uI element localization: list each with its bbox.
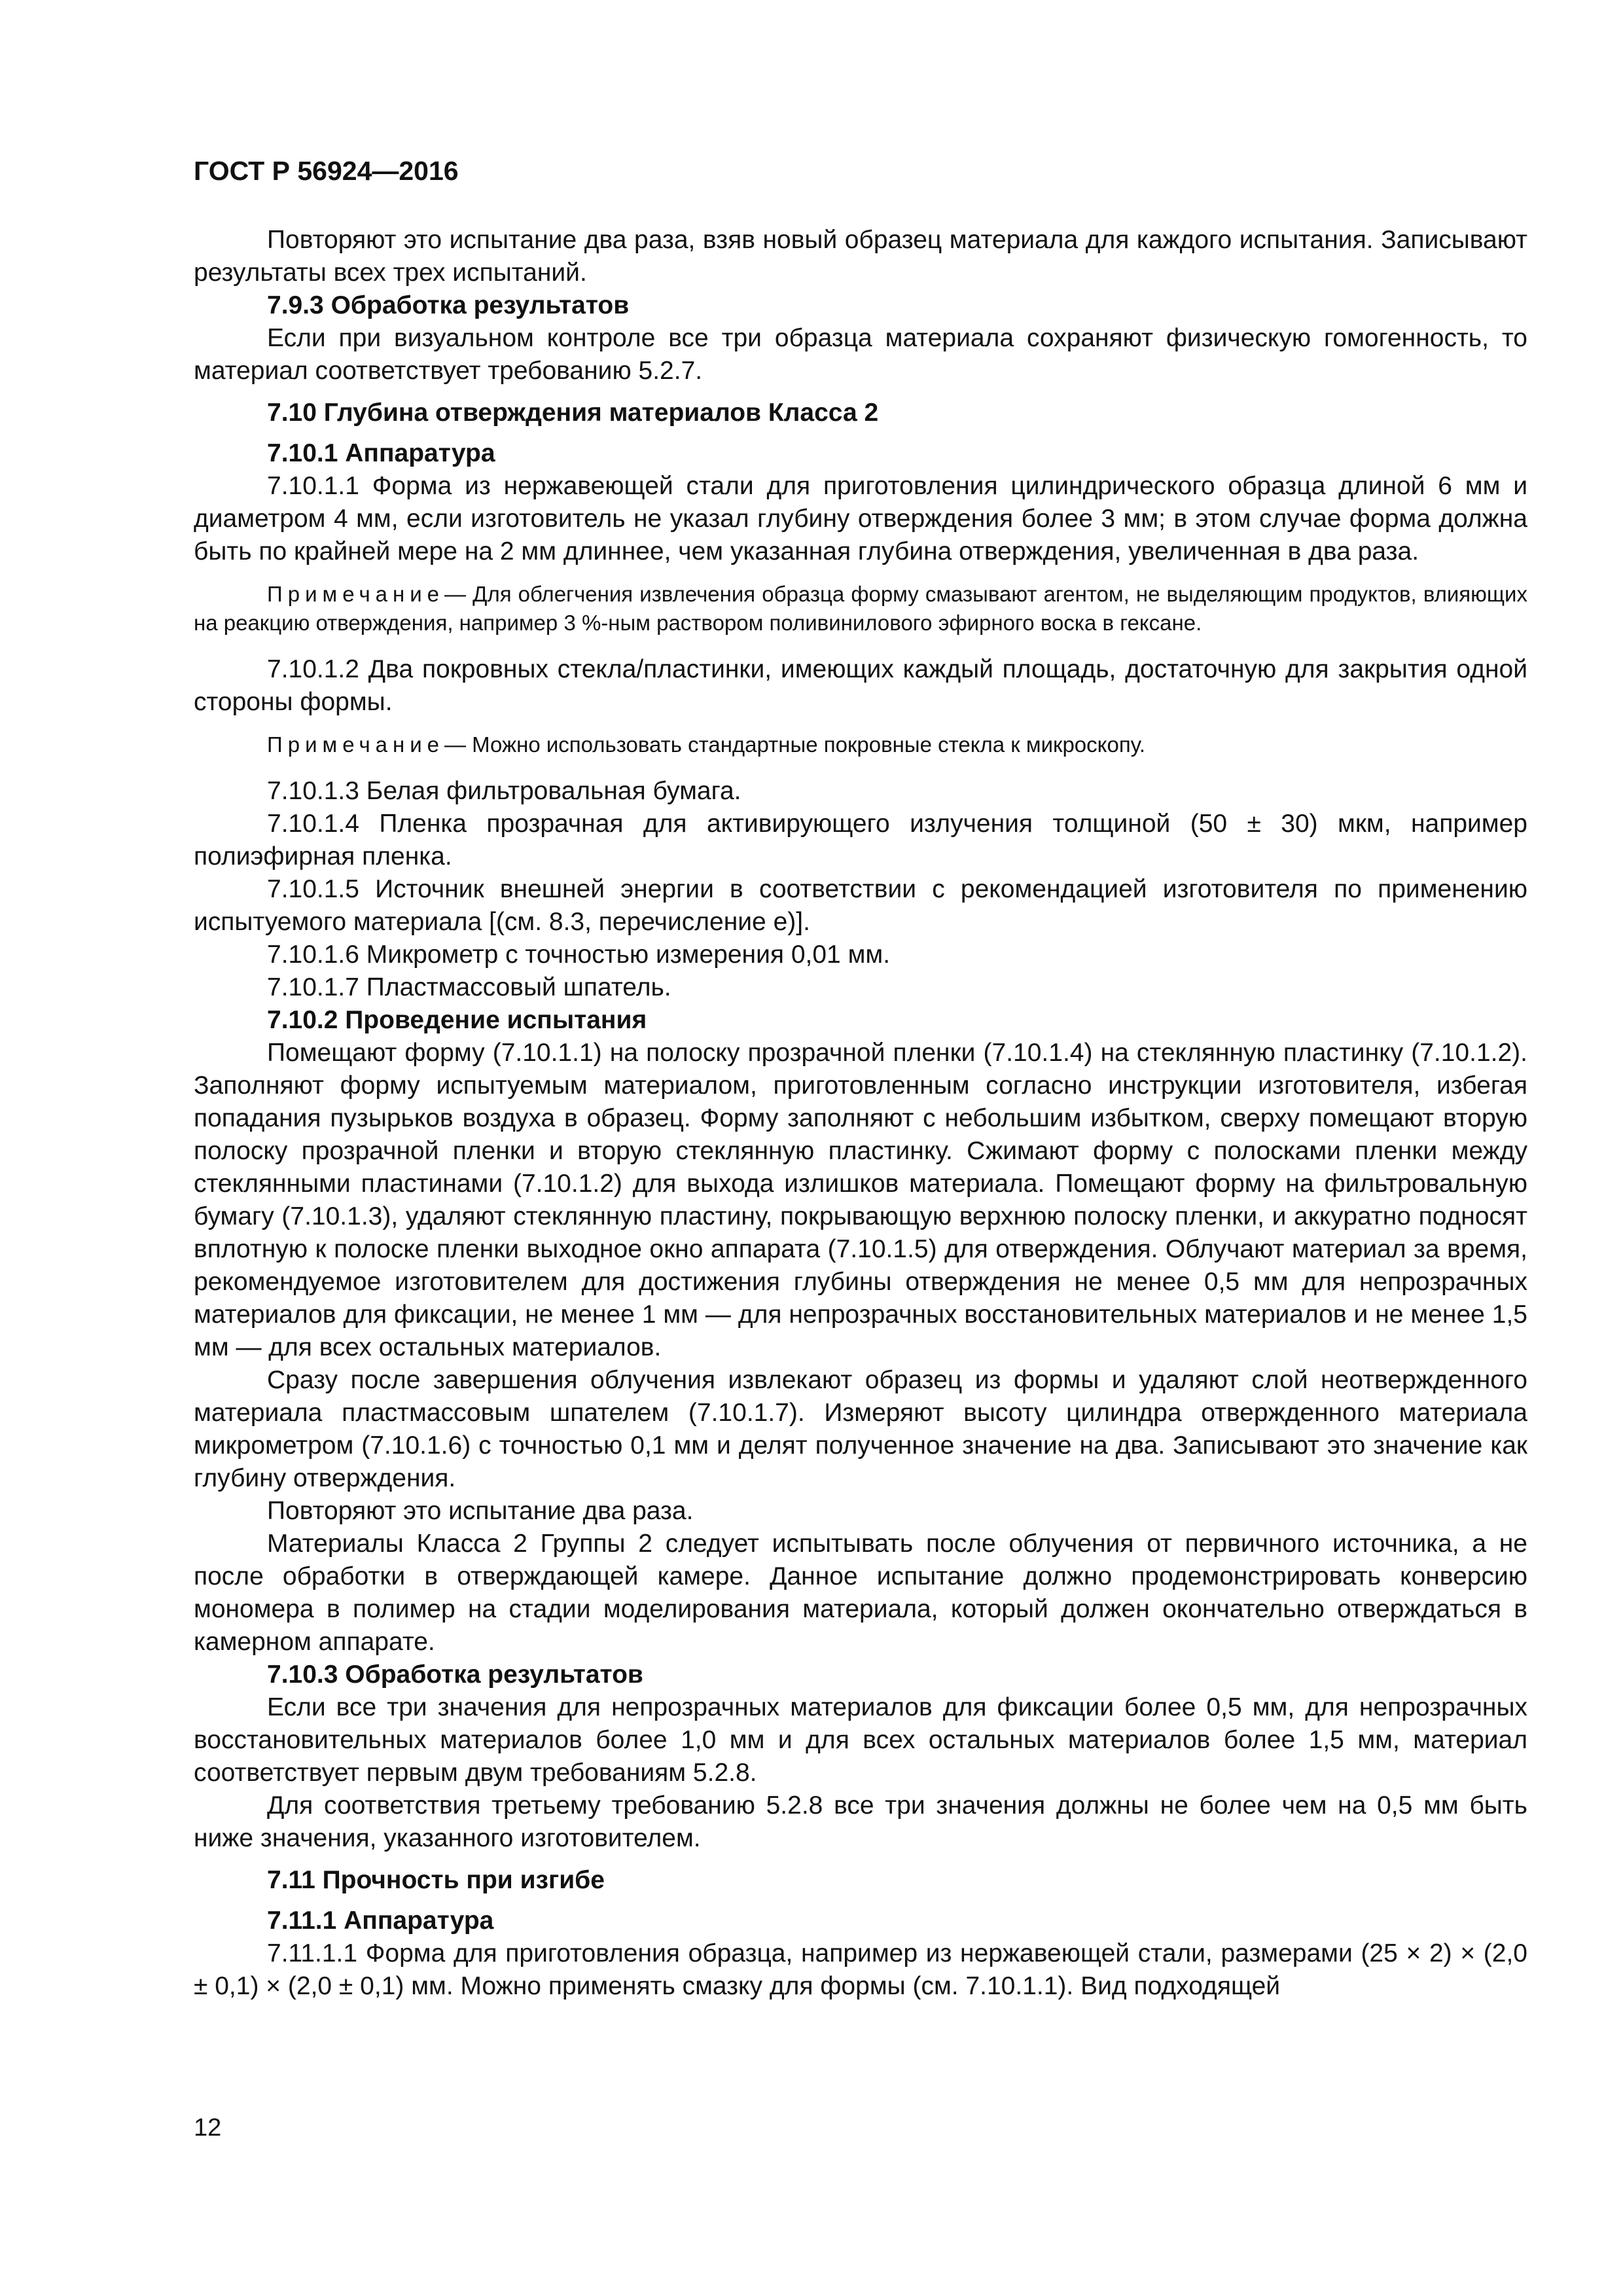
note-label: Примечание — [267, 582, 445, 606]
paragraph: 7.11.1.1 Форма для приготовления образца, например из нержавеющей стали, размерами (25 × 2) × (2,0 ± 0,1) × (2,0 ± 0,1) мм. Можно применять смазку для формы (см. 7.10.1.1). Вид подходящей — [194, 1939, 1527, 2000]
paragraph: 7.10.1.6 Микрометр с точностью измерения 0,01 мм. — [267, 941, 891, 969]
subsection-heading: 7.10.2 Проведение испытания — [267, 1006, 647, 1034]
paragraph: Если при визуальном контроле все три образца материала сохраняют физическую гомогенность, то материал соответствует требованию 5.2.7. — [194, 324, 1527, 385]
paragraph: 7.10.1.2 Два покровных стекла/пластинки, имеющих каждый площадь, достаточную для закрытия одной стороны формы. — [194, 655, 1527, 716]
subsection-heading: 7.10.3 Обработка результатов — [267, 1660, 643, 1689]
page-number: 12 — [194, 2114, 222, 2142]
paragraph: 7.10.1.1 Форма из нержавеющей стали для приготовления цилиндрического образца длиной 6 мм и диаметром 4 мм, если изготовитель не указал глубину отверждения более 3 мм; в этом случае форма должна быть по крайней мере на 2 мм длиннее, чем указанная глубина отверждения, увеличенная в два раза. — [194, 472, 1527, 565]
paragraph: Сразу после завершения облучения извлекают образец из формы и удаляют слой неотвержденного материала пластмассовым шпателем (7.10.1.7). Измеряют высоту цилиндра отвержденного материала микрометром (7.10.1.6) с точностью 0,1 мм и делят полученное значение на два. Записывают это значение как глубину отверждения. — [194, 1366, 1527, 1492]
note-label: Примечание — [267, 732, 445, 757]
note — [194, 580, 1527, 637]
subsection-heading: 7.9.3 Обработка результатов — [267, 291, 630, 319]
subsection-heading: 7.10.1 Аппаратура — [267, 439, 495, 467]
paragraph: 7.10.1.4 Пленка прозрачная для активирующего излучения толщиной (50 ± 30) мкм, например полиэфирная пленка. — [194, 810, 1527, 870]
note-text: — Можно использовать стандартные покровные стекла к микроскопу. — [444, 732, 1146, 757]
paragraph: Для соответствия третьему требованию 5.2.8 все три значения должны не более чем на 0,5 мм быть ниже значения, указанного изготовителем. — [194, 1791, 1527, 1852]
paragraph: 7.10.1.5 Источник внешней энергии в соответствии с рекомендацией изготовителя по применению испытуемого материала [(см. 8.3, перечисление е)]. — [194, 875, 1527, 936]
paragraph: Помещают форму (7.10.1.1) на полоску прозрачной пленки (7.10.1.4) на стеклянную пластинку (7.10.1.2). Заполняют форму испытуемым материалом, приготовленным согласно инструкции изготовителя, избегая попадания пузырьков воздуха в образец. Форму заполняют с небольшим избытком, сверху помещают вторую полоску прозрачной пленки и вторую стеклянную пластинку. Сжимают форму с полосками пленки между стеклянными пластинами (7.10.1.2) для выхода излишков материала. Помещают форму на фильтровальную бумагу (7.10.1.3), удаляют стеклянную пластину, покрывающую верхнюю полоску пленки, и аккуратно подносят вплотную к полоске пленки выходное окно аппарата (7.10.1.5) для отверждения. Облучают материал за время, рекомендуемое изготовителем для достижения глубины отверждения не менее 0,5 мм для непрозрачных материалов для фиксации, не менее 1 мм — для непрозрачных восстановительных материалов и не менее 1,5 мм — для всех остальных материалов. — [194, 1039, 1527, 1361]
section-heading: 7.10 Глубина отверждения материалов Класса 2 — [267, 399, 879, 427]
paragraph: 7.10.1.7 Пластмассовый шпатель. — [267, 973, 671, 1001]
paragraph: Повторяют это испытание два раза. — [267, 1497, 694, 1525]
subsection-heading: 7.11.1 Аппаратура — [267, 1907, 494, 1935]
note-text: — Для облегчения извлечения образца форму смазывают агентом, не выделяющим продуктов, влияющих на реакцию отверждения, например 3 %-ным раствором поливинилового эфирного воска в гексане. — [194, 582, 1527, 635]
paragraph: Если все три значения для непрозрачных материалов для фиксации более 0,5 мм, для непрозрачных восстановительных материалов более 1,0 мм и для всех остальных материалов более 1,5 мм, материал соответствует первым двум требованиям 5.2.8. — [194, 1693, 1527, 1787]
document-body — [194, 224, 1527, 2003]
standard-designation: ГОСТ Р 56924—2016 — [194, 156, 459, 186]
paragraph: Материалы Класса 2 Группы 2 следует испытывать после облучения от первичного источника, а не после обработки в отверждающей камере. Данное испытание должно продемонстрировать конверсию мономера в полимер на стадии моделирования материала, который должен окончательно отверждаться в камерном аппарате. — [194, 1530, 1527, 1656]
paragraph: Повторяют это испытание два раза, взяв новый образец материала для каждого испытания. Записывают результаты всех трех испытаний. — [194, 226, 1527, 287]
paragraph: 7.10.1.3 Белая фильтровальная бумага. — [267, 777, 741, 805]
section-heading: 7.11 Прочность при изгибе — [267, 1866, 605, 1894]
note — [194, 730, 1527, 759]
document-page — [194, 154, 1527, 2003]
